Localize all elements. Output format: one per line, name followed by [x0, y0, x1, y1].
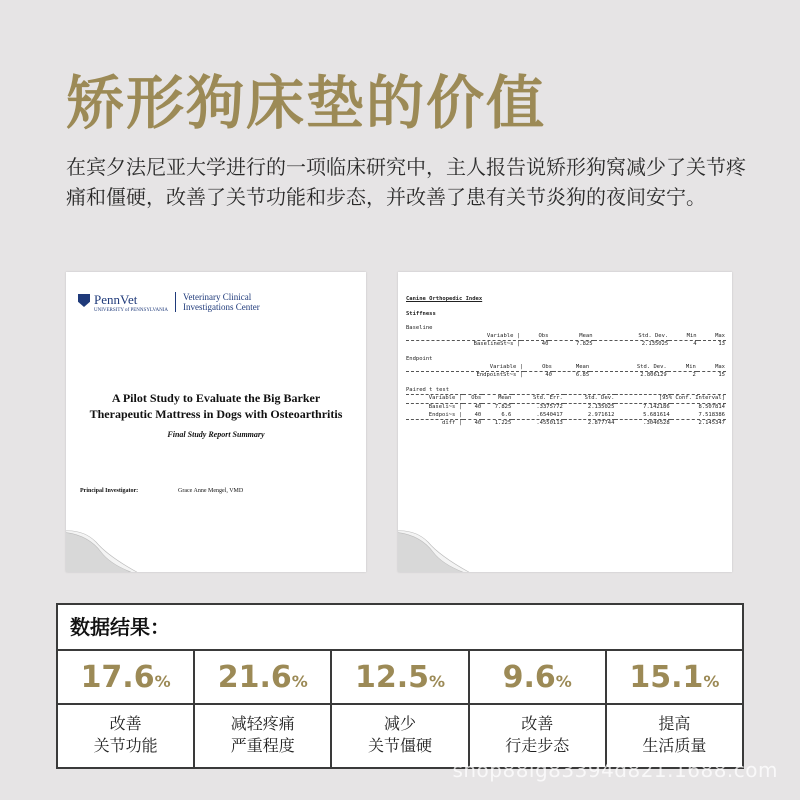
stats-heading: Canine Orthopedic Index — [406, 296, 483, 302]
table-cell: BaselineSt~s | — [473, 341, 521, 348]
result-label: 改善 关节功能 — [93, 714, 158, 755]
table-cell: 8.507814 — [698, 403, 725, 410]
table-cell: 7.142186 — [643, 403, 670, 410]
table-cell: 40 — [474, 420, 482, 427]
table-cell: 13 — [718, 341, 725, 348]
center-line2: Investigations Center — [182, 302, 260, 312]
table-cell: .3375772 — [536, 403, 563, 410]
pi-name: Grace Anne Mengel, VMD — [178, 488, 244, 494]
table-cell: .6540417 — [536, 411, 563, 418]
result-item — [58, 651, 195, 767]
table-cell: 2.806129 — [640, 372, 667, 379]
col-header: Std. Dev. — [638, 332, 669, 339]
result-label: 减轻疼痛 严重程度 — [230, 714, 295, 755]
pennvet-logo — [78, 292, 260, 313]
result-value: 15.1% — [607, 651, 742, 705]
col-header: Obs — [542, 363, 552, 370]
intro-paragraph: 在宾夕法尼亚大学进行的一项临床研究中，主人报告说矫形狗窝减少了关节疼痛和僵硬，改善了关节功能和步态，并改善了患有关节炎狗的夜间安宁。 — [66, 155, 746, 209]
results-heading: 数据结果： — [58, 605, 742, 651]
col-header: Obs — [538, 332, 549, 339]
table-cell: 2.135025 — [587, 403, 615, 410]
logo-sub: UNIVERSITY of PENNSYLVANIA — [94, 308, 168, 313]
result-item — [332, 651, 469, 767]
result-value: 12.5% — [332, 651, 467, 705]
endpoint-label: Endpoint — [406, 355, 433, 362]
result-label: 提高 生活质量 — [642, 714, 707, 755]
col-header: Variable | — [486, 332, 521, 339]
study-subtitle: Final Study Report Summary — [167, 430, 265, 439]
col-header: Variable | — [489, 363, 523, 370]
table-cell: 7.518386 — [698, 411, 725, 418]
table-cell: 40 — [474, 411, 482, 418]
page-curl-icon — [398, 472, 498, 572]
study-title — [66, 390, 366, 422]
col-header: Max — [715, 363, 725, 370]
table-cell: Endpoi~s | — [428, 411, 462, 418]
baseline-table — [406, 333, 726, 349]
penn-shield-icon — [78, 294, 90, 307]
col-header: Min — [686, 332, 697, 339]
table-cell: 6.6 — [501, 411, 512, 418]
col-header: Obs — [471, 395, 482, 402]
col-header: Std. Dev. — [636, 363, 667, 370]
result-value: 17.6% — [58, 651, 193, 705]
table-cell: 15 — [718, 372, 725, 379]
table-cell: 2.135025 — [641, 341, 669, 348]
col-header: Min — [685, 363, 696, 370]
col-header: Mean — [575, 363, 590, 370]
table-cell: EndpointSt~s | — [476, 372, 523, 379]
paired-table — [406, 394, 726, 427]
col-header: Variable | — [428, 395, 462, 402]
col-header: Max — [715, 332, 725, 339]
page-curl-icon — [66, 472, 166, 572]
col-header: Mean — [498, 395, 512, 402]
table-cell: 2 — [692, 372, 696, 379]
logo-name: PennVet — [94, 292, 138, 307]
page-title: 矫形狗床垫的价值 — [66, 69, 547, 137]
table-cell: 6.85 — [575, 372, 590, 379]
result-label: 减少 关节僵硬 — [368, 714, 433, 755]
study-title-line2: Therapeutic Mattress in Dogs with Osteoarthritis — [89, 407, 343, 421]
paired-label: Paired t test — [406, 386, 450, 393]
table-cell: Baseli~s | — [428, 403, 462, 410]
study-title-line1: A Pilot Study to Evaluate the Big Barker — [111, 391, 321, 405]
col-header: Std. Err. — [533, 395, 563, 402]
col-header: Std. Dev. — [584, 395, 615, 402]
table-cell: 7.825 — [494, 403, 512, 410]
table-cell: diff | — [442, 420, 462, 427]
baseline-label: Baseline — [406, 325, 433, 332]
table-cell: 2.877744 — [587, 420, 615, 427]
table-cell: .3046528 — [643, 420, 670, 427]
table-cell: 40 — [474, 403, 482, 410]
table-cell: .4550113 — [536, 420, 563, 427]
study-cover-image — [66, 272, 366, 572]
result-item — [195, 651, 332, 767]
logo-divider — [175, 292, 176, 312]
results-table — [56, 603, 744, 769]
table-cell: 2.971612 — [587, 411, 615, 418]
table-cell: 40 — [545, 372, 552, 379]
col-header: [95% Conf. Interval] — [658, 395, 725, 402]
col-header: Mean — [579, 332, 593, 339]
endpoint-table — [406, 364, 726, 380]
result-label: 改善 行走步态 — [505, 714, 570, 755]
table-cell: 4 — [693, 341, 697, 348]
pi-label: Principal Investigator: — [80, 488, 139, 494]
stats-output-image — [398, 272, 732, 572]
center-line1: Veterinary Clinical — [182, 292, 252, 302]
watermark: shop88ig83394d821.1688.com — [452, 758, 778, 782]
table-cell: 7.825 — [575, 341, 593, 348]
table-cell: 40 — [541, 341, 549, 348]
result-item — [607, 651, 742, 767]
table-cell: 5.681614 — [643, 411, 670, 418]
result-item — [470, 651, 607, 767]
stats-section: Stiffness — [406, 310, 436, 317]
table-cell: 2.145347 — [698, 420, 725, 427]
result-value: 21.6% — [195, 651, 330, 705]
table-cell: 1.225 — [494, 420, 512, 427]
result-value: 9.6% — [470, 651, 605, 705]
